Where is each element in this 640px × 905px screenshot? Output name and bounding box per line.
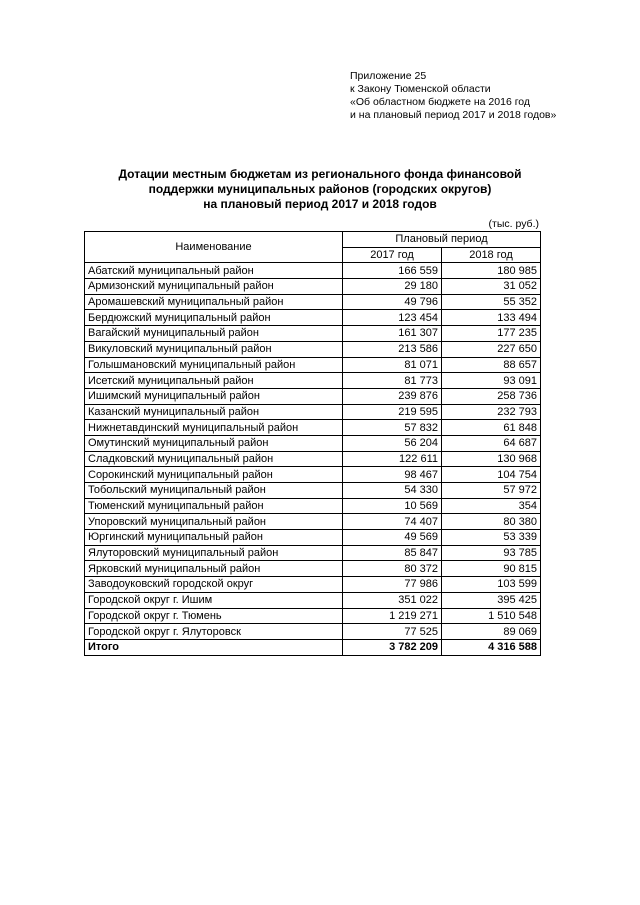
row-value-2017: 1 219 271: [343, 608, 442, 624]
table-row: [85, 404, 541, 420]
annex-line-1: Приложение 25: [350, 70, 427, 82]
row-name: Голышмановский муниципальный район: [85, 357, 343, 373]
table-row: [85, 467, 541, 483]
row-name: Заводоуковский городской округ: [85, 577, 343, 593]
annex-reference: [350, 70, 556, 122]
row-name: Нижнетавдинский муниципальный район: [85, 420, 343, 436]
row-name: Упоровский муниципальный район: [85, 514, 343, 530]
table-row: [85, 435, 541, 451]
units-label: (тыс. руб.): [488, 218, 539, 230]
row-name: Аромашевский муниципальный район: [85, 294, 343, 310]
row-value-2018: 57 972: [442, 483, 541, 499]
row-value-2018: 31 052: [442, 279, 541, 295]
row-name: Городской округ г. Ишим: [85, 592, 343, 608]
header-name: Наименование: [85, 232, 343, 263]
row-name: Армизонский муниципальный район: [85, 279, 343, 295]
total-row: [85, 639, 541, 655]
total-label: Итого: [85, 639, 343, 655]
row-value-2018: 55 352: [442, 294, 541, 310]
row-name: Ишимский муниципальный район: [85, 388, 343, 404]
total-2017: 3 782 209: [343, 639, 442, 655]
row-name: Викуловский муниципальный район: [85, 341, 343, 357]
row-value-2017: 49 796: [343, 294, 442, 310]
row-value-2018: 103 599: [442, 577, 541, 593]
row-name: Омутинский муниципальный район: [85, 435, 343, 451]
title-line-3: на плановый период 2017 и 2018 годов: [203, 197, 437, 211]
table-row: [85, 451, 541, 467]
row-name: Исетский муниципальный район: [85, 373, 343, 389]
table-row: [85, 373, 541, 389]
table-row: [85, 530, 541, 546]
table-row: [85, 326, 541, 342]
row-value-2018: 354: [442, 498, 541, 514]
annex-line-4: и на плановый период 2017 и 2018 годов»: [350, 109, 557, 121]
table-row: [85, 279, 541, 295]
row-name: Городской округ г. Ялуторовск: [85, 624, 343, 640]
row-name: Ялуторовский муниципальный район: [85, 545, 343, 561]
row-value-2018: 93 785: [442, 545, 541, 561]
row-value-2018: 180 985: [442, 263, 541, 279]
row-name: Сладковский муниципальный район: [85, 451, 343, 467]
table-row: [85, 561, 541, 577]
row-value-2017: 54 330: [343, 483, 442, 499]
table-row: [85, 545, 541, 561]
table-row: [85, 514, 541, 530]
header-year-2017: 2017 год: [343, 247, 442, 263]
row-name: Бердюжский муниципальный район: [85, 310, 343, 326]
row-value-2017: 80 372: [343, 561, 442, 577]
row-value-2018: 53 339: [442, 530, 541, 546]
table-row: [85, 498, 541, 514]
row-value-2017: 98 467: [343, 467, 442, 483]
row-name: Ярковский муниципальный район: [85, 561, 343, 577]
row-name: Вагайский муниципальный район: [85, 326, 343, 342]
title-line-2: поддержки муниципальных районов (городских округов): [148, 182, 492, 196]
row-value-2018: 133 494: [442, 310, 541, 326]
table-row: [85, 483, 541, 499]
table-row: [85, 592, 541, 608]
annex-line-2: к Закону Тюменской области: [350, 83, 491, 95]
row-value-2017: 239 876: [343, 388, 442, 404]
row-value-2017: 161 307: [343, 326, 442, 342]
row-value-2017: 81 071: [343, 357, 442, 373]
row-value-2017: 213 586: [343, 341, 442, 357]
row-value-2017: 74 407: [343, 514, 442, 530]
row-value-2018: 88 657: [442, 357, 541, 373]
header-year-2018: 2018 год: [442, 247, 541, 263]
row-name: Тобольский муниципальный район: [85, 483, 343, 499]
row-value-2018: 104 754: [442, 467, 541, 483]
row-value-2017: 123 454: [343, 310, 442, 326]
row-value-2017: 219 595: [343, 404, 442, 420]
row-value-2017: 77 986: [343, 577, 442, 593]
row-value-2017: 166 559: [343, 263, 442, 279]
row-value-2018: 89 069: [442, 624, 541, 640]
row-value-2018: 258 736: [442, 388, 541, 404]
row-value-2018: 177 235: [442, 326, 541, 342]
header-planned-period: Плановый период: [343, 232, 541, 248]
table-row: [85, 624, 541, 640]
table-row: [85, 420, 541, 436]
row-value-2018: 93 091: [442, 373, 541, 389]
row-value-2018: 227 650: [442, 341, 541, 357]
title-line-1: Дотации местным бюджетам из регионального фонда финансовой: [118, 167, 522, 181]
document-title: [60, 167, 580, 212]
row-value-2018: 64 687: [442, 435, 541, 451]
row-value-2018: 130 968: [442, 451, 541, 467]
annex-line-3: «Об областном бюджете на 2016 год: [350, 96, 531, 108]
row-value-2017: 29 180: [343, 279, 442, 295]
row-value-2018: 90 815: [442, 561, 541, 577]
row-value-2018: 395 425: [442, 592, 541, 608]
row-value-2017: 122 611: [343, 451, 442, 467]
table-body: [85, 263, 541, 640]
table-row: [85, 341, 541, 357]
row-name: Юргинский муниципальный район: [85, 530, 343, 546]
table-row: [85, 357, 541, 373]
row-value-2017: 10 569: [343, 498, 442, 514]
row-value-2017: 57 832: [343, 420, 442, 436]
row-value-2018: 1 510 548: [442, 608, 541, 624]
row-name: Тюменский муниципальный район: [85, 498, 343, 514]
row-name: Сорокинский муниципальный район: [85, 467, 343, 483]
row-value-2017: 49 569: [343, 530, 442, 546]
table-row: [85, 263, 541, 279]
row-value-2017: 56 204: [343, 435, 442, 451]
subsidies-table: [84, 231, 541, 656]
row-name: Городской округ г. Тюмень: [85, 608, 343, 624]
table-row: [85, 577, 541, 593]
row-value-2018: 61 848: [442, 420, 541, 436]
row-value-2017: 81 773: [343, 373, 442, 389]
row-name: Казанский муниципальный район: [85, 404, 343, 420]
table-row: [85, 310, 541, 326]
row-value-2017: 85 847: [343, 545, 442, 561]
row-value-2018: 232 793: [442, 404, 541, 420]
row-value-2017: 77 525: [343, 624, 442, 640]
table-row: [85, 608, 541, 624]
row-value-2017: 351 022: [343, 592, 442, 608]
row-name: Абатский муниципальный район: [85, 263, 343, 279]
table-row: [85, 294, 541, 310]
total-2018: 4 316 588: [442, 639, 541, 655]
table-row: [85, 388, 541, 404]
row-value-2018: 80 380: [442, 514, 541, 530]
